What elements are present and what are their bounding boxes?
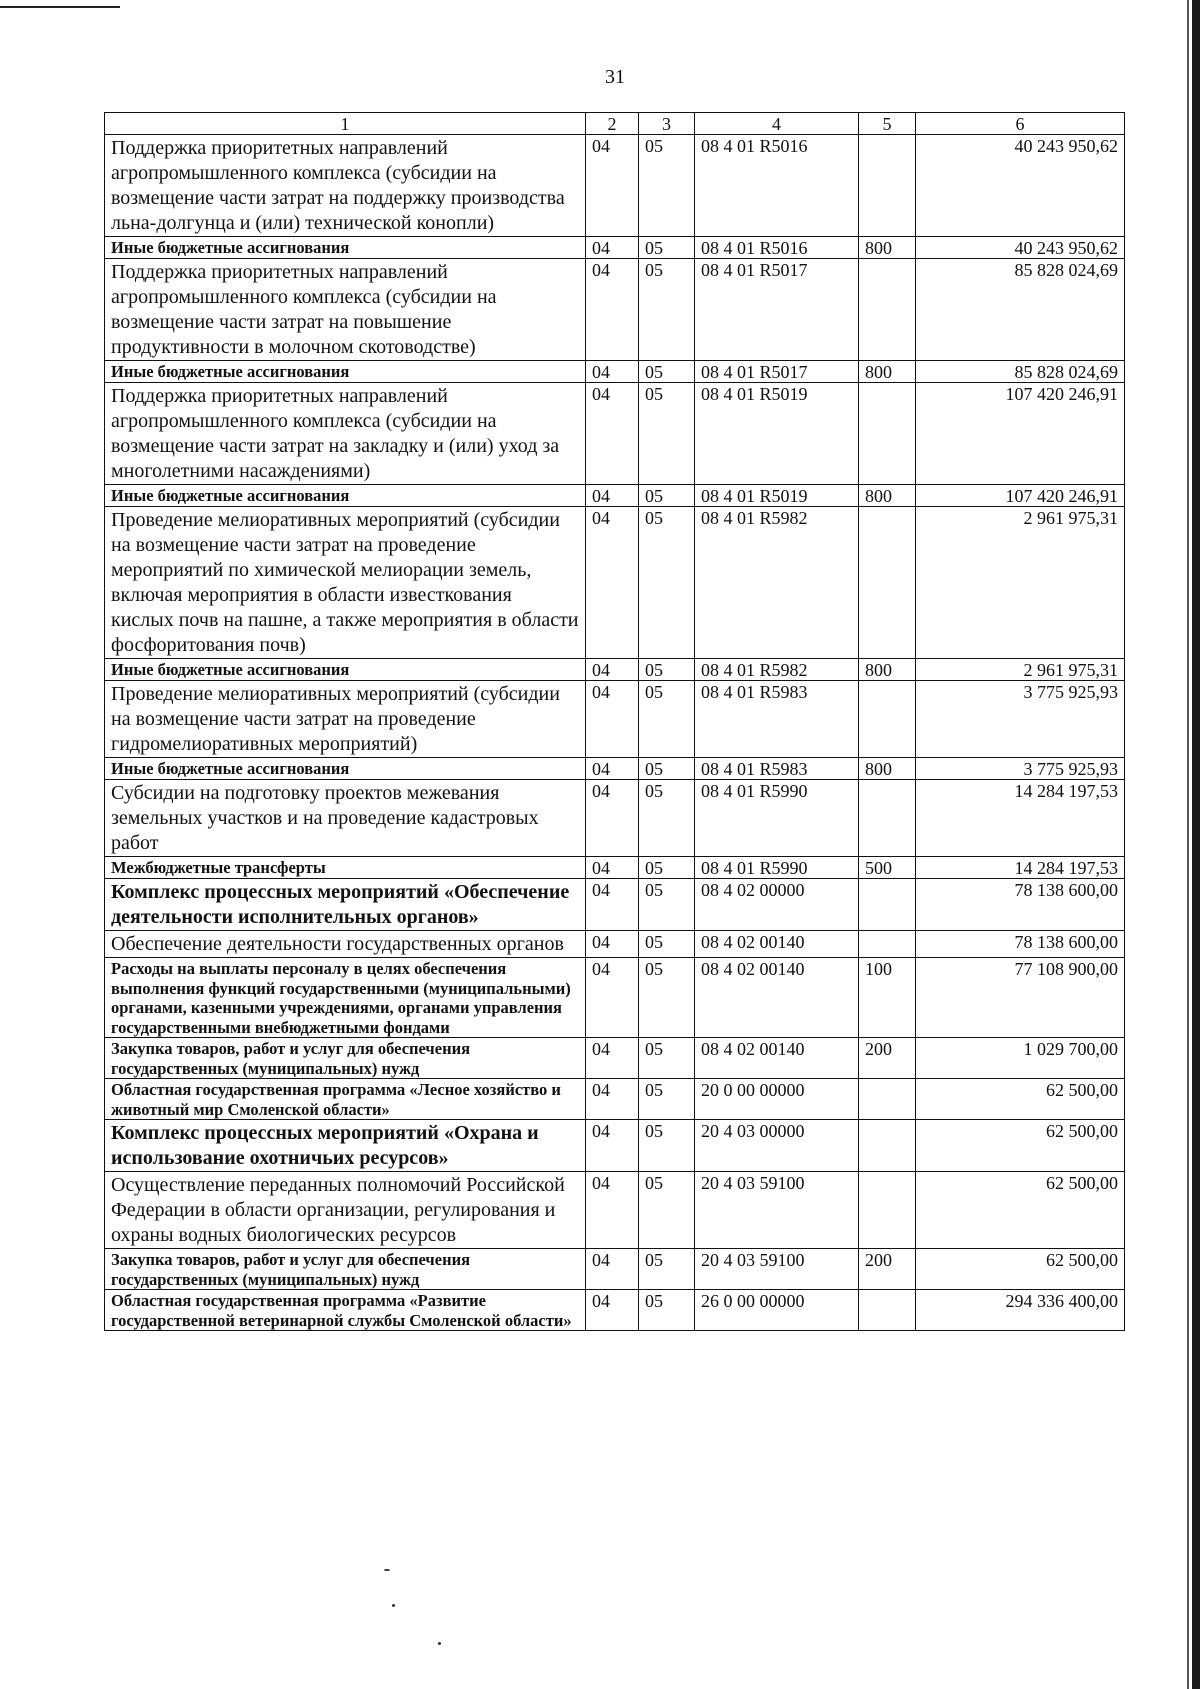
row-subsection: 05 (639, 879, 695, 931)
row-amount: 14 284 197,53 (916, 780, 1125, 857)
row-subsection: 05 (639, 931, 695, 958)
row-expense-type (859, 931, 916, 958)
scan-edge-line (0, 6, 120, 8)
row-name: Областная государственная программа «Лесное хозяйство и животный мир Смоленской области» (105, 1079, 586, 1120)
table-row (105, 681, 1125, 758)
row-target-code: 08 4 01 R5982 (695, 659, 859, 681)
scan-speck (392, 1604, 395, 1607)
row-name: Поддержка приоритетных направлений агропромышленного комплекса (субсидии на возмещение части затрат на поддержку производства льна-долгунца и (или) технической конопли) (105, 135, 586, 237)
row-name: Иные бюджетные ассигнования (105, 361, 586, 383)
row-subsection: 05 (639, 1172, 695, 1249)
row-name: Проведение мелиоративных мероприятий (субсидии на возмещение части затрат на проведение мероприятий по химической мелиорации земель, включая мероприятия в области известкования кислых почв на пашне, а также мероприятия в области фосфоритования почв) (105, 507, 586, 659)
row-section: 04 (586, 259, 639, 361)
row-expense-type (859, 1120, 916, 1172)
row-expense-type (859, 1290, 916, 1331)
row-amount: 85 828 024,69 (916, 259, 1125, 361)
row-target-code: 08 4 01 R5990 (695, 857, 859, 879)
row-section: 04 (586, 857, 639, 879)
column-header-1: 1 (105, 113, 586, 135)
row-subsection: 05 (639, 1120, 695, 1172)
row-name: Субсидии на подготовку проектов межевания земельных участков и на проведение кадастровых работ (105, 780, 586, 857)
row-amount: 78 138 600,00 (916, 879, 1125, 931)
row-target-code: 08 4 02 00140 (695, 958, 859, 1038)
row-target-code: 08 4 02 00140 (695, 1038, 859, 1079)
table-row (105, 361, 1125, 383)
row-subsection: 05 (639, 259, 695, 361)
row-expense-type: 500 (859, 857, 916, 879)
column-header-6: 6 (916, 113, 1125, 135)
row-expense-type (859, 879, 916, 931)
row-subsection: 05 (639, 1290, 695, 1331)
column-header-2: 2 (586, 113, 639, 135)
row-subsection: 05 (639, 780, 695, 857)
row-expense-type (859, 259, 916, 361)
row-section: 04 (586, 681, 639, 758)
row-amount: 294 336 400,00 (916, 1290, 1125, 1331)
page-number: 31 (605, 66, 625, 88)
row-target-code: 08 4 01 R5019 (695, 485, 859, 507)
row-subsection: 05 (639, 485, 695, 507)
row-subsection: 05 (639, 237, 695, 259)
row-name: Областная государственная программа «Развитие государственной ветеринарной службы Смоленской области» (105, 1290, 586, 1331)
row-target-code: 08 4 01 R5016 (695, 135, 859, 237)
row-subsection: 05 (639, 758, 695, 780)
row-subsection: 05 (639, 135, 695, 237)
budget-table (104, 112, 1125, 1331)
row-name: Закупка товаров, работ и услуг для обеспечения государственных (муниципальных) нужд (105, 1038, 586, 1079)
row-target-code: 08 4 02 00000 (695, 879, 859, 931)
scan-right-border-inner (1187, 0, 1189, 1689)
row-amount: 85 828 024,69 (916, 361, 1125, 383)
table-row (105, 1120, 1125, 1172)
row-expense-type: 800 (859, 237, 916, 259)
row-amount: 78 138 600,00 (916, 931, 1125, 958)
column-header-5: 5 (859, 113, 916, 135)
row-name: Комплекс процессных мероприятий «Охрана и использование охотничьих ресурсов» (105, 1120, 586, 1172)
row-section: 04 (586, 1120, 639, 1172)
row-amount: 77 108 900,00 (916, 958, 1125, 1038)
table-row (105, 1249, 1125, 1290)
row-name: Иные бюджетные ассигнования (105, 485, 586, 507)
column-header-3: 3 (639, 113, 695, 135)
row-expense-type (859, 135, 916, 237)
row-amount: 62 500,00 (916, 1120, 1125, 1172)
row-amount: 107 420 246,91 (916, 383, 1125, 485)
row-target-code: 08 4 02 00140 (695, 931, 859, 958)
row-amount: 107 420 246,91 (916, 485, 1125, 507)
row-section: 04 (586, 758, 639, 780)
row-section: 04 (586, 1038, 639, 1079)
row-target-code: 08 4 01 R5017 (695, 259, 859, 361)
row-subsection: 05 (639, 1249, 695, 1290)
row-name: Иные бюджетные ассигнования (105, 659, 586, 681)
row-expense-type (859, 681, 916, 758)
row-target-code: 08 4 01 R5019 (695, 383, 859, 485)
table-row (105, 383, 1125, 485)
row-target-code: 08 4 01 R5017 (695, 361, 859, 383)
row-subsection: 05 (639, 681, 695, 758)
row-name: Обеспечение деятельности государственных органов (105, 931, 586, 958)
row-subsection: 05 (639, 507, 695, 659)
table-row (105, 485, 1125, 507)
table-row (105, 237, 1125, 259)
row-section: 04 (586, 383, 639, 485)
row-expense-type: 800 (859, 485, 916, 507)
row-amount: 2 961 975,31 (916, 507, 1125, 659)
row-subsection: 05 (639, 857, 695, 879)
row-target-code: 20 4 03 59100 (695, 1249, 859, 1290)
row-target-code: 08 4 01 R5016 (695, 237, 859, 259)
row-name: Комплекс процессных мероприятий «Обеспечение деятельности исполнительных органов» (105, 879, 586, 931)
row-amount: 62 500,00 (916, 1079, 1125, 1120)
row-expense-type (859, 780, 916, 857)
row-subsection: 05 (639, 383, 695, 485)
row-expense-type: 200 (859, 1249, 916, 1290)
row-subsection: 05 (639, 1079, 695, 1120)
row-name: Поддержка приоритетных направлений агропромышленного комплекса (субсидии на возмещение части затрат на закладку и (или) уход за многолетними насаждениями) (105, 383, 586, 485)
column-header-4: 4 (695, 113, 859, 135)
row-expense-type (859, 1172, 916, 1249)
row-name: Расходы на выплаты персоналу в целях обеспечения выполнения функций государственными (муниципальными) органами, казенными учреждениями, органами управления государственными внебюджетными фондами (105, 958, 586, 1038)
row-amount: 62 500,00 (916, 1249, 1125, 1290)
row-target-code: 08 4 01 R5982 (695, 507, 859, 659)
row-amount: 2 961 975,31 (916, 659, 1125, 681)
table-row (105, 507, 1125, 659)
row-section: 04 (586, 485, 639, 507)
row-target-code: 08 4 01 R5983 (695, 758, 859, 780)
row-name: Межбюджетные трансферты (105, 857, 586, 879)
table-row (105, 135, 1125, 237)
row-name: Иные бюджетные ассигнования (105, 237, 586, 259)
row-amount: 40 243 950,62 (916, 135, 1125, 237)
row-name: Проведение мелиоративных мероприятий (субсидии на возмещение части затрат на проведение гидромелиоративных мероприятий) (105, 681, 586, 758)
row-section: 04 (586, 931, 639, 958)
row-target-code: 08 4 01 R5983 (695, 681, 859, 758)
row-subsection: 05 (639, 1038, 695, 1079)
table-row (105, 1172, 1125, 1249)
row-amount: 14 284 197,53 (916, 857, 1125, 879)
row-section: 04 (586, 1079, 639, 1120)
row-target-code: 20 0 00 00000 (695, 1079, 859, 1120)
row-expense-type (859, 1079, 916, 1120)
row-section: 04 (586, 879, 639, 931)
table-row (105, 958, 1125, 1038)
row-target-code: 08 4 01 R5990 (695, 780, 859, 857)
table-row (105, 879, 1125, 931)
table-row (105, 659, 1125, 681)
table-row (105, 857, 1125, 879)
row-section: 04 (586, 659, 639, 681)
row-amount: 3 775 925,93 (916, 681, 1125, 758)
table-row (105, 259, 1125, 361)
table-body (105, 135, 1125, 1331)
row-name: Осуществление переданных полномочий Российской Федерации в области организации, регулирования и охраны водных биологических ресурсов (105, 1172, 586, 1249)
table-row (105, 1290, 1125, 1331)
row-section: 04 (586, 958, 639, 1038)
row-section: 04 (586, 1249, 639, 1290)
row-expense-type: 200 (859, 1038, 916, 1079)
row-name: Иные бюджетные ассигнования (105, 758, 586, 780)
table-row (105, 1038, 1125, 1079)
table-row (105, 1079, 1125, 1120)
row-subsection: 05 (639, 958, 695, 1038)
row-expense-type: 800 (859, 758, 916, 780)
row-amount: 62 500,00 (916, 1172, 1125, 1249)
row-expense-type (859, 507, 916, 659)
table-row (105, 780, 1125, 857)
scan-speck (384, 1569, 390, 1571)
row-target-code: 20 4 03 59100 (695, 1172, 859, 1249)
row-section: 04 (586, 361, 639, 383)
row-target-code: 20 4 03 00000 (695, 1120, 859, 1172)
row-amount: 40 243 950,62 (916, 237, 1125, 259)
row-subsection: 05 (639, 659, 695, 681)
table-row (105, 931, 1125, 958)
row-section: 04 (586, 507, 639, 659)
scan-speck (438, 1642, 441, 1645)
row-name: Поддержка приоритетных направлений агропромышленного комплекса (субсидии на возмещение части затрат на повышение продуктивности в молочном скотоводстве) (105, 259, 586, 361)
row-amount: 3 775 925,93 (916, 758, 1125, 780)
row-expense-type (859, 383, 916, 485)
row-section: 04 (586, 1290, 639, 1331)
row-section: 04 (586, 1172, 639, 1249)
table-header-row (105, 113, 1125, 135)
row-subsection: 05 (639, 361, 695, 383)
row-amount: 1 029 700,00 (916, 1038, 1125, 1079)
row-expense-type: 800 (859, 659, 916, 681)
row-section: 04 (586, 135, 639, 237)
table-row (105, 758, 1125, 780)
row-expense-type: 800 (859, 361, 916, 383)
row-name: Закупка товаров, работ и услуг для обеспечения государственных (муниципальных) нужд (105, 1249, 586, 1290)
row-expense-type: 100 (859, 958, 916, 1038)
scan-right-border (1192, 0, 1200, 1689)
row-target-code: 26 0 00 00000 (695, 1290, 859, 1331)
row-section: 04 (586, 780, 639, 857)
row-section: 04 (586, 237, 639, 259)
